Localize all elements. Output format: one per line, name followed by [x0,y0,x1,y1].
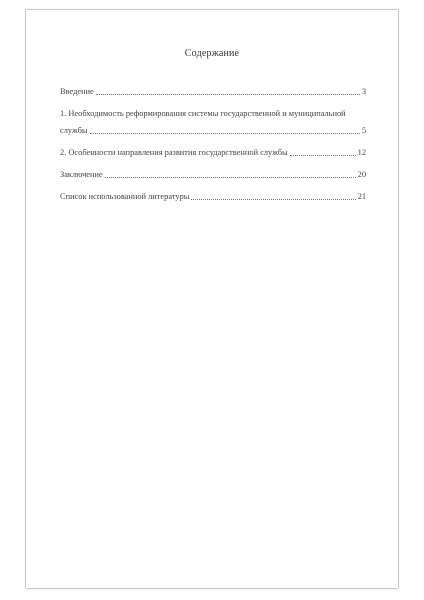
toc-entry-label-line1: 1. Необходимость реформирования системы государственной и муниципальной [60,109,346,118]
toc-entry-intro [60,86,366,97]
toc-entry-page: 20 [357,170,366,179]
toc-entry-page: 3 [361,87,366,96]
toc-entry-label: Заключение [60,170,103,179]
dot-leader [90,133,360,134]
dot-leader [290,155,356,156]
table-of-contents [60,86,366,202]
toc-entry-page: 21 [357,192,366,201]
toc-title: Содержание [184,48,240,59]
toc-entry-conclusion [60,169,366,180]
toc-entry-page: 12 [357,148,366,157]
dot-leader [96,94,360,95]
toc-entry-label: Список использованной литературы [60,192,190,201]
dot-leader [191,199,355,200]
document-sheet [26,10,398,588]
toc-entry-label: Введение [60,87,94,96]
toc-entry-chapter-2 [60,147,366,158]
toc-entry-label: 2. Особенности направления развития государственной службы [60,148,288,157]
toc-entry-page: 5 [361,126,366,135]
toc-entry-bibliography [60,191,366,202]
dot-leader [105,177,356,178]
toc-entry-label-line2: службы [60,126,88,135]
toc-entry-chapter-1 [60,108,366,136]
